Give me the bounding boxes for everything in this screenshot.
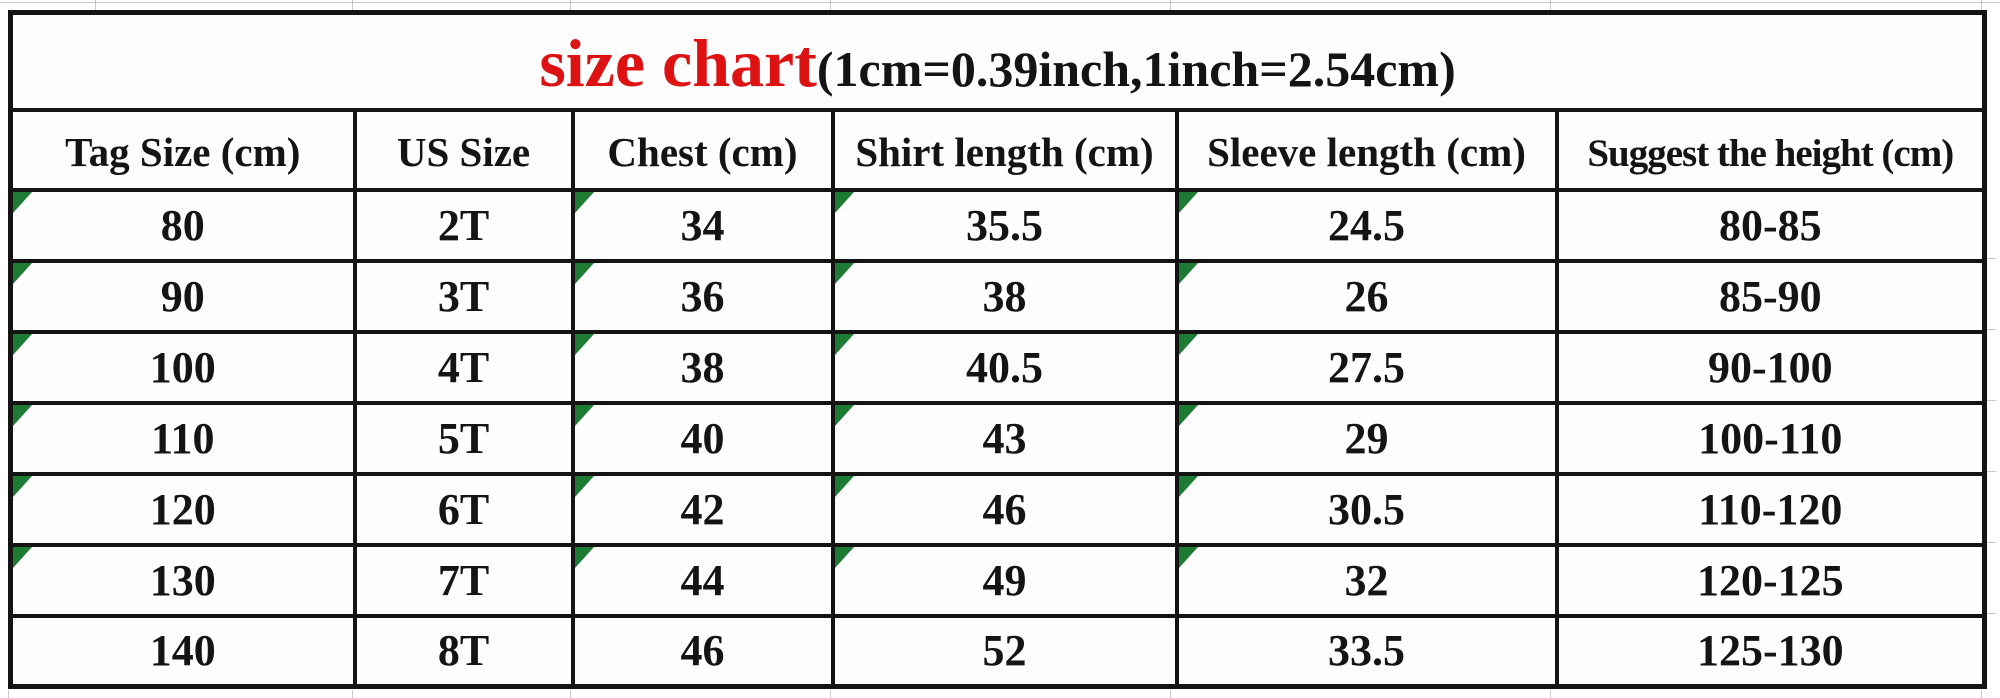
cell-tag-size [11,474,355,545]
cell-chest [573,616,833,687]
cell-value: 27.5 [1328,342,1405,392]
cell-shirt-length [833,332,1177,403]
gridline-tick [570,690,571,698]
cell-tag-size [11,403,355,474]
cell-sleeve-length [1177,545,1557,616]
error-indicator-icon [575,405,594,426]
column-header-suggest-height: Suggest the height (cm) [1557,110,1985,190]
cell-value: 120 [149,484,216,534]
error-indicator-icon [13,263,32,284]
cell-chest [573,261,833,332]
error-indicator-icon [1179,476,1198,497]
gridline-tick [1981,0,1982,10]
cell-value: 38 [982,271,1027,321]
gridline-tick [570,0,571,10]
cell-value: 36 [680,271,725,321]
cell-value: 90-100 [1707,342,1833,392]
cell-value: 4T [437,342,490,392]
error-indicator-icon [575,334,594,355]
cell-suggest-height [1557,474,1985,545]
column-header-sleeve-length: Sleeve length (cm) [1177,110,1557,190]
cell-value: 120-125 [1696,555,1844,605]
error-indicator-icon [1179,547,1198,568]
table-row [11,261,1985,332]
cell-chest [573,190,833,261]
cell-value: 110 [150,413,215,463]
cell-shirt-length [833,190,1177,261]
cell-value: 110-120 [1698,484,1843,534]
cell-tag-size [11,332,355,403]
cell-sleeve-length [1177,332,1557,403]
cell-value: 46 [680,626,725,675]
cell-shirt-length [833,261,1177,332]
cell-suggest-height [1557,190,1985,261]
gridline-tick [830,690,831,698]
cell-shirt-length [833,403,1177,474]
cell-value: 140 [149,626,216,675]
error-indicator-icon [575,192,594,213]
cell-chest [573,332,833,403]
cell-value: 34 [680,200,725,250]
cell-us-size [355,545,573,616]
cell-value: 40.5 [966,342,1043,392]
column-header-chest: Chest (cm) [573,110,833,190]
gridline-tick [352,0,353,10]
cell-us-size [355,474,573,545]
cell-suggest-height [1557,616,1985,687]
error-indicator-icon [1179,334,1198,355]
cell-chest [573,474,833,545]
title-conversion-note: (1cm=0.39inch,1inch=2.54cm) [816,40,1456,97]
cell-tag-size [11,545,355,616]
cell-value: 43 [982,413,1027,463]
cell-shirt-length [833,474,1177,545]
cell-us-size [355,261,573,332]
cell-shirt-length [833,616,1177,687]
cell-value: 2T [437,200,490,250]
cell-sleeve-length [1177,474,1557,545]
cell-value: 85-90 [1718,271,1822,321]
cell-value: 44 [680,555,725,605]
error-indicator-icon [835,547,854,568]
column-header-shirt-length: Shirt length (cm) [833,110,1177,190]
cell-value: 29 [1344,413,1389,463]
cell-sleeve-length [1177,403,1557,474]
cell-value: 8T [437,626,490,675]
cell-value: 100 [149,342,216,392]
gridline-tick [0,2,2000,3]
cell-value: 42 [680,484,725,534]
gridline-tick [1981,690,1982,698]
cell-value: 7T [437,555,490,605]
title-size-chart: size chart [539,24,817,101]
cell-value: 80 [160,200,205,250]
gridline-tick [1170,0,1171,10]
cell-value: 80-85 [1718,200,1822,250]
cell-tag-size [11,261,355,332]
cell-chest [573,545,833,616]
error-indicator-icon [575,263,594,284]
cell-value: 24.5 [1328,200,1405,250]
column-header-us-size: US Size [355,110,573,190]
cell-tag-size [11,190,355,261]
cell-value: 40 [680,413,725,463]
gridline-tick [352,690,353,698]
error-indicator-icon [835,263,854,284]
error-indicator-icon [13,192,32,213]
cell-value: 90 [160,271,205,321]
cell-value: 38 [680,342,725,392]
cell-chest [573,403,833,474]
cell-value: 130 [149,555,216,605]
cell-sleeve-length [1177,261,1557,332]
error-indicator-icon [13,334,32,355]
cell-value: 32 [1344,555,1389,605]
table-title [11,13,1985,110]
cell-us-size [355,403,573,474]
table-row [11,190,1985,261]
column-header-tag-size: Tag Size (cm) [11,110,355,190]
cell-value: 49 [982,555,1027,605]
cell-suggest-height [1557,403,1985,474]
gridline-tick [1550,0,1551,10]
gridline-tick [1170,690,1171,698]
error-indicator-icon [13,547,32,568]
cell-us-size [355,332,573,403]
error-indicator-icon [835,476,854,497]
error-indicator-icon [835,405,854,426]
table-row [11,545,1985,616]
cell-value: 33.5 [1328,626,1405,675]
gridline-tick [1550,690,1551,698]
cell-tag-size [11,616,355,687]
error-indicator-icon [13,405,32,426]
cell-suggest-height [1557,261,1985,332]
cell-value: 52 [982,626,1027,675]
error-indicator-icon [1179,192,1198,213]
table-row [11,332,1985,403]
gridline-tick [8,690,9,698]
error-indicator-icon [835,192,854,213]
error-indicator-icon [1179,263,1198,284]
gridline-tick [95,0,96,10]
error-indicator-icon [835,334,854,355]
title-row [11,13,1985,110]
cell-suggest-height [1557,545,1985,616]
cell-shirt-length [833,545,1177,616]
error-indicator-icon [575,547,594,568]
gridline-tick [830,0,831,10]
table-row [11,474,1985,545]
error-indicator-icon [575,476,594,497]
error-indicator-icon [13,476,32,497]
cell-value: 3T [437,271,490,321]
cell-value: 125-130 [1696,626,1844,675]
cell-sleeve-length [1177,616,1557,687]
size-chart-table [8,10,1987,689]
cell-value: 30.5 [1328,484,1405,534]
cell-value: 26 [1344,271,1389,321]
cell-value: 35.5 [966,200,1043,250]
error-indicator-icon [1179,405,1198,426]
cell-sleeve-length [1177,190,1557,261]
cell-suggest-height [1557,332,1985,403]
cell-value: 100-110 [1698,413,1843,463]
cell-value: 5T [437,413,490,463]
cell-value: 6T [437,484,490,534]
cell-us-size [355,190,573,261]
table-row [11,403,1985,474]
cell-value: 46 [982,484,1027,534]
cell-us-size [355,616,573,687]
table-row [11,616,1985,687]
header-row [11,110,1985,190]
